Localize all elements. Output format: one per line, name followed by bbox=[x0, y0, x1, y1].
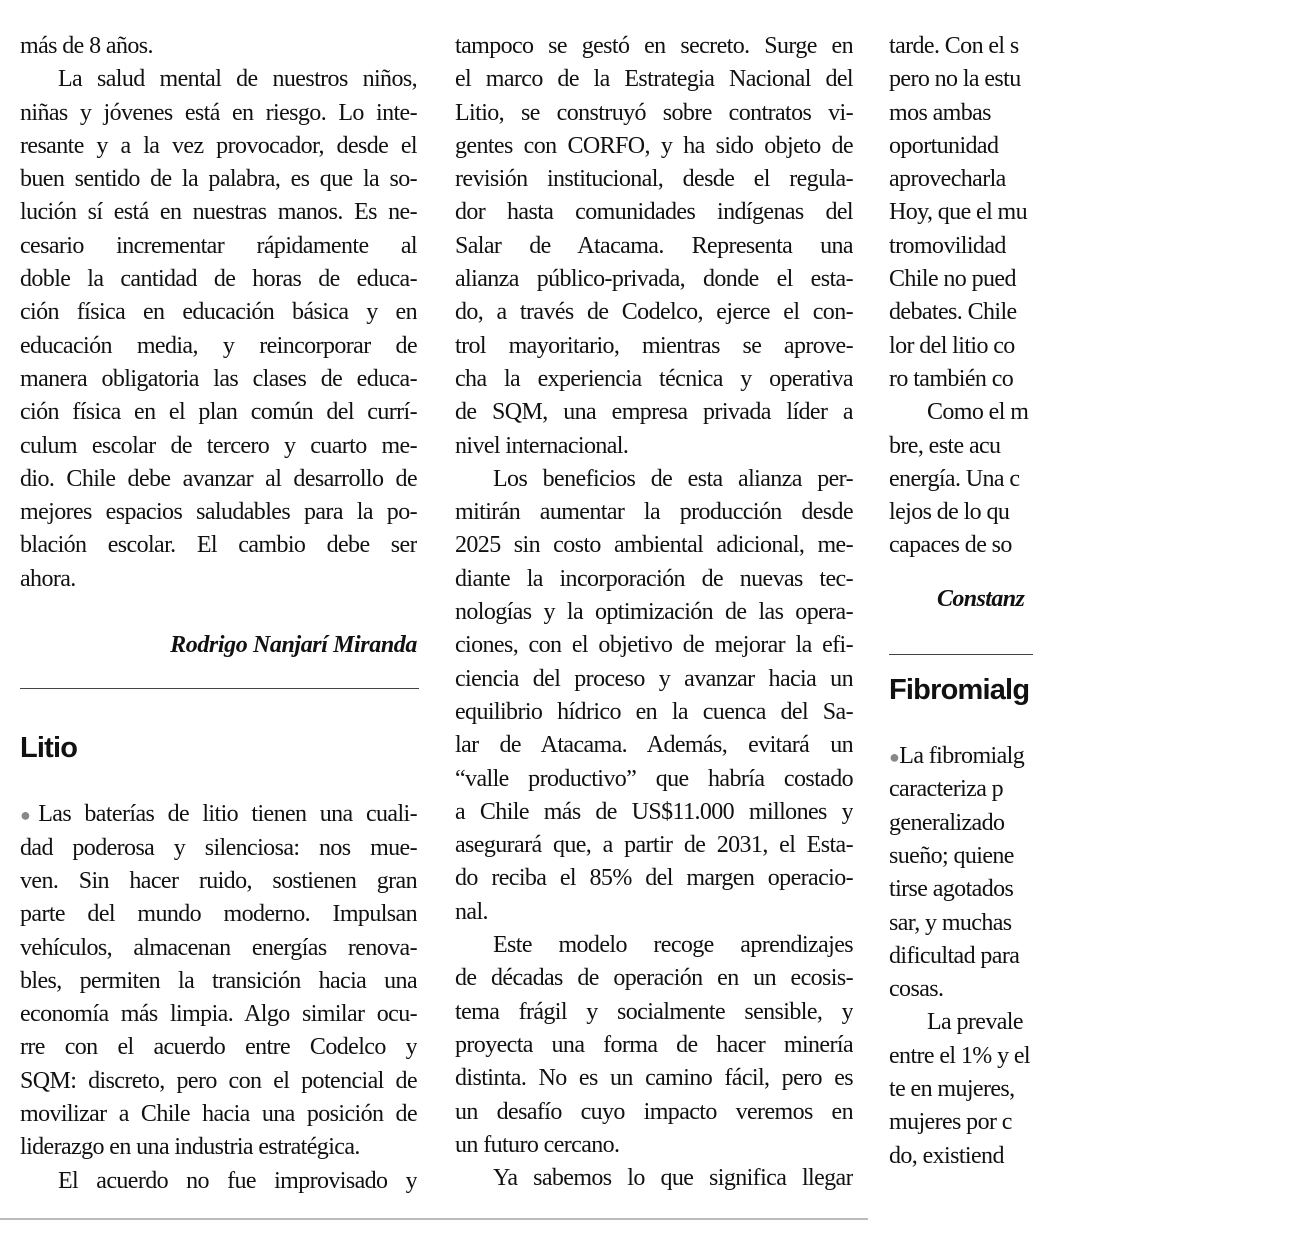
text-line: do, existiend bbox=[889, 1142, 1004, 1169]
text-line: entre el 1% y el bbox=[889, 1042, 1030, 1069]
section-heading-fibromialgia: Fibromialg bbox=[889, 674, 1030, 707]
text-line: te en mujeres, bbox=[889, 1076, 1015, 1103]
text-line: revisión institucional, desde el regula- bbox=[455, 166, 853, 193]
text-line: lar de Atacama. Además, evitará un bbox=[455, 732, 853, 759]
text-line: a Chile más de US$11.000 millones y bbox=[455, 798, 853, 825]
text-line: lor del litio co bbox=[889, 332, 1015, 359]
text-line: ción física en el plan común del currí- bbox=[20, 399, 417, 426]
text-line: proyecta una forma de hacer minería bbox=[455, 1031, 853, 1058]
text-line: Ya sabemos lo que significa llegar bbox=[493, 1165, 853, 1192]
text-line: Salar de Atacama. Representa una bbox=[455, 232, 853, 259]
text-line: bles, permiten la transición hacia una bbox=[20, 967, 417, 994]
text-line: lejos de lo qu bbox=[889, 499, 1010, 526]
paragraph-energy bbox=[889, 396, 1033, 562]
bullet-icon: ● bbox=[889, 747, 900, 768]
text-line: culum escolar de tercero y cuarto me- bbox=[20, 432, 417, 459]
text-line: sueño; quiene bbox=[889, 842, 1014, 869]
section-heading-litio: Litio bbox=[20, 732, 78, 765]
text-line: Chile no pued bbox=[889, 266, 1016, 293]
text-line: blación escolar. El cambio debe ser bbox=[20, 532, 417, 559]
text-line: energía. Una c bbox=[889, 465, 1020, 492]
text-line: niñas y jóvenes está en riesgo. Lo inte- bbox=[20, 99, 417, 126]
text-line: tampoco se gestó en secreto. Surge en bbox=[455, 33, 853, 59]
text-line: buen sentido de la palabra, es que la so- bbox=[20, 166, 417, 193]
text-line: ●La fibromialg bbox=[889, 743, 1025, 770]
text-line: mitirán aumentar la producción desde bbox=[455, 499, 853, 526]
text-line: Este modelo recoge aprendizajes bbox=[493, 932, 853, 959]
text-line: cosas. bbox=[889, 976, 944, 1003]
text-line: manera obligatoria las clases de educa- bbox=[20, 365, 417, 392]
text-line: ción física en educación básica y en bbox=[20, 299, 417, 326]
text-line: debates. Chile bbox=[889, 299, 1017, 326]
paragraph-fibro-1 bbox=[889, 740, 1033, 1006]
text-line: nologías y la optimización de las opera- bbox=[455, 599, 853, 626]
text-line: Como el m bbox=[927, 399, 1029, 426]
text-line: parte del mundo moderno. Impulsan bbox=[20, 901, 417, 928]
text-line: de décadas de operación en un ecosis- bbox=[455, 965, 853, 992]
text-line: dio. Chile debe avanzar al desarrollo de bbox=[20, 465, 417, 492]
paragraph-late-cont bbox=[889, 30, 1033, 396]
text-line: bre, este acu bbox=[889, 432, 1001, 459]
text-line: “valle productivo” que habría costado bbox=[455, 765, 853, 792]
text-line: dor hasta comunidades indígenas del bbox=[455, 199, 853, 226]
text-line: 2025 sin costo ambiental adicional, me- bbox=[455, 532, 853, 559]
text-line: vehículos, almacenan energías renova- bbox=[20, 934, 417, 961]
text-line: capaces de so bbox=[889, 532, 1012, 559]
paragraph-fibro-2 bbox=[889, 1006, 1033, 1172]
text-line: do, a través de Codelco, ejerce el con- bbox=[455, 299, 853, 326]
text-line: rre con el acuerdo entre Codelco y bbox=[20, 1034, 417, 1061]
text-line: cha la experiencia técnica y operativa bbox=[455, 365, 853, 392]
text-line: equilibrio hídrico en la cuenca del Sa- bbox=[455, 698, 853, 725]
text-line: dificultad para bbox=[889, 942, 1020, 969]
text-line: tema frágil y socialmente sensible, y bbox=[455, 998, 853, 1025]
text-line: pero no la estu bbox=[889, 66, 1021, 93]
text-line: SQM: discreto, pero con el potencial de bbox=[20, 1067, 417, 1094]
text-line: La prevale bbox=[927, 1009, 1023, 1036]
text-line: La salud mental de nuestros niños, bbox=[58, 66, 417, 93]
text-line: mejores espacios saludables para la po- bbox=[20, 499, 417, 526]
text-line: mos ambas bbox=[889, 99, 991, 126]
text-line: de SQM, una empresa privada líder a bbox=[455, 399, 853, 426]
text-line: nal. bbox=[455, 898, 488, 925]
text-line: Los beneficios de esta alianza per- bbox=[493, 465, 853, 492]
text-line: Hoy, que el mu bbox=[889, 199, 1028, 226]
text-line: asegurará que, a partir de 2031, el Esta- bbox=[455, 832, 853, 859]
text-line: ciones, con el objetivo de mejorar la efi- bbox=[455, 632, 853, 659]
text-line: cesario incrementar rápidamente al bbox=[20, 232, 417, 259]
text-line: generalizado bbox=[889, 809, 1005, 836]
text-line: ●Las baterías de litio tienen una cuali- bbox=[20, 801, 417, 828]
text-line: trol mayoritario, mientras se aprove- bbox=[455, 332, 853, 359]
text-line: diante la incorporación de nuevas tec- bbox=[455, 565, 853, 592]
text-line: lución sí está en nuestras manos. Es ne- bbox=[20, 199, 417, 226]
page-bottom-rule bbox=[0, 1218, 868, 1220]
bullet-icon: ● bbox=[20, 805, 39, 826]
text-line: nivel internacional. bbox=[455, 432, 629, 459]
text-line: ciencia del proceso y avanzar hacia un bbox=[455, 665, 853, 692]
text-line: tirse agotados bbox=[889, 876, 1014, 903]
text-line: oportunidad bbox=[889, 132, 999, 159]
text-line: dad poderosa y silenciosa: nos mue- bbox=[20, 834, 417, 861]
text-line: economía más limpia. Algo similar ocu- bbox=[20, 1001, 417, 1028]
text-line: caracteriza p bbox=[889, 776, 1004, 803]
text-line: el marco de la Estrategia Nacional del bbox=[455, 66, 853, 93]
text-line: ven. Sin hacer ruido, sostienen gran bbox=[20, 867, 417, 894]
text-line: tromovilidad bbox=[889, 232, 1006, 259]
text-line: más de 8 años. bbox=[20, 33, 153, 59]
signature-constanza: Constanz bbox=[937, 585, 1025, 612]
text-line: resante y a la vez provocador, desde el bbox=[20, 132, 417, 159]
text-line: El acuerdo no fue improvisado y bbox=[58, 1167, 417, 1194]
text-line: un desafío cuyo impacto veremos en bbox=[455, 1098, 853, 1125]
text-line: alianza público-privada, donde el esta- bbox=[455, 266, 853, 293]
text-line: ahora. bbox=[20, 565, 76, 592]
text-line: liderazgo en una industria estratégica. bbox=[20, 1134, 360, 1161]
divider-rule-col3 bbox=[889, 654, 1033, 655]
text-line: educación media, y reincorporar de bbox=[20, 332, 417, 359]
text-line: tarde. Con el s bbox=[889, 33, 1019, 59]
text-line: do reciba el 85% del margen operacio- bbox=[455, 865, 853, 892]
text-line: doble la cantidad de horas de educa- bbox=[20, 266, 417, 293]
text-line: Litio, se construyó sobre contratos vi- bbox=[455, 99, 853, 126]
text-line: mujeres por c bbox=[889, 1109, 1012, 1136]
text-line: un futuro cercano. bbox=[455, 1131, 620, 1158]
text-line: gentes con CORFO, y ha sido objeto de bbox=[455, 132, 853, 159]
text-line: aprovecharla bbox=[889, 166, 1006, 193]
text-line: movilizar a Chile hacia una posición de bbox=[20, 1101, 417, 1128]
signature-rodrigo: Rodrigo Nanjarí Miranda bbox=[170, 632, 417, 659]
text-line: ro también co bbox=[889, 365, 1014, 392]
column-3 bbox=[889, 30, 1033, 1173]
text-line: sar, y muchas bbox=[889, 909, 1012, 936]
text-line: distinta. No es un camino fácil, pero es bbox=[455, 1065, 853, 1092]
